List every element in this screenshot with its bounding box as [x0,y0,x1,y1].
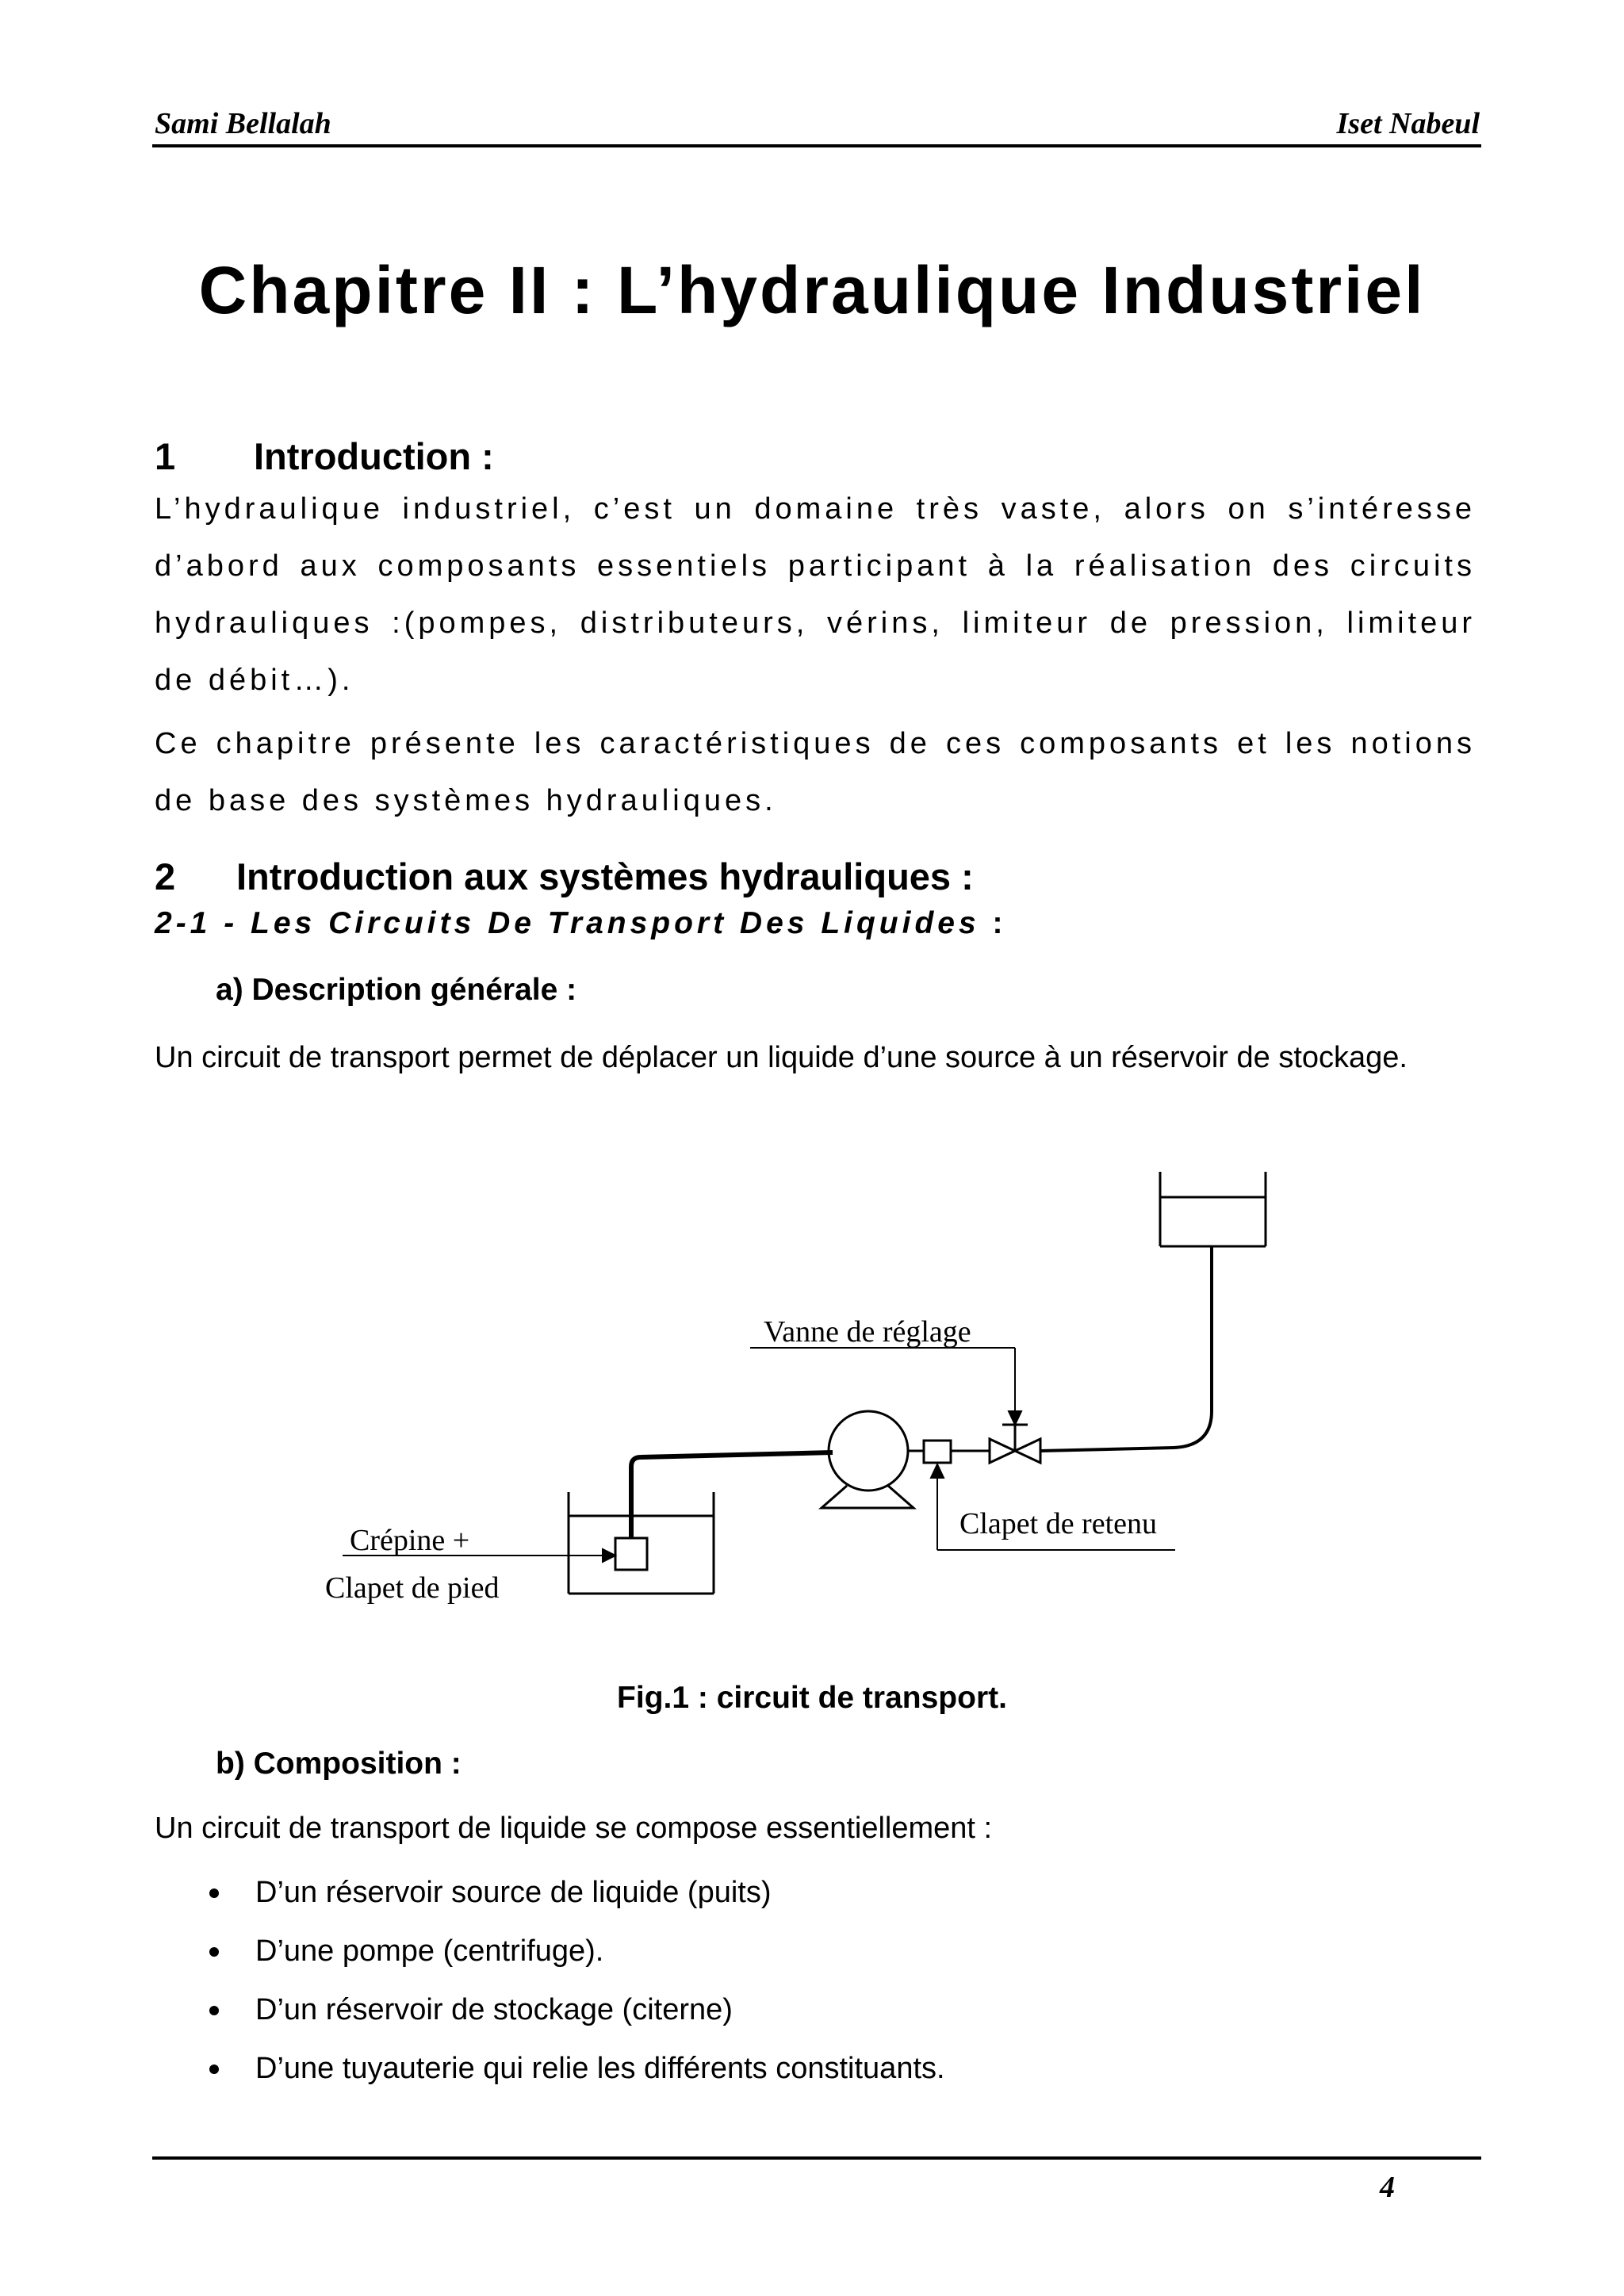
page-number: 4 [1380,2171,1395,2204]
composition-list [205,1873,945,2107]
bullet-icon [209,1947,219,1957]
chapter-title: Chapitre II : L’hydraulique Industriel [198,253,1426,327]
subsection-colon: : [992,906,1007,940]
storage-tank [1160,1172,1266,1246]
source-tank [569,1492,714,1594]
foot-valve [615,1538,647,1570]
subsection-title: 2-1 - Les Circuits De Transport Des Liquides [155,906,980,940]
pump [822,1411,914,1508]
list-item: D’une tuyauterie qui relie les différents constituants. [205,2049,945,2107]
section-2-number: 2 [155,855,176,897]
figure-caption: Fig.1 : circuit de transport. [617,1681,1007,1715]
check-valve-label: Clapet de retenu [959,1507,1158,1540]
list-item: D’un réservoir source de liquide (puits) [205,1873,945,1931]
valve-label: Vanne de réglage [764,1315,971,1349]
strainer-label-1: Crépine + [350,1524,470,1557]
section-1-number: 1 [155,435,176,477]
bullet-icon [209,1888,219,1898]
list-item: D’une pompe (centrifuge). [205,1931,945,1990]
part-a-text: Un circuit de transport permet de déplacer un liquide d’une source à un réservoir de stockage. [155,1041,1408,1074]
check-valve [924,1441,951,1463]
part-b-heading: b) Composition : [216,1747,462,1781]
part-a-heading: a) Description générale : [216,973,577,1007]
header-institution: Iset Nabeul [1336,107,1480,140]
bullet-icon [209,2006,219,2015]
part-b-intro: Un circuit de transport de liquide se compose essentiellement : [155,1812,993,1845]
intro-paragraph-2: Ce chapitre présente les caractéristiques de ces composants et les notions de base des systèmes hydrauliques. [155,727,1476,817]
footer-rule [152,2156,1481,2160]
section-1-title: Introduction : [254,435,494,477]
valve-leader [750,1348,1021,1425]
suction-pipe [631,1452,833,1538]
section-2-title: Introduction aux systèmes hydrauliques : [236,855,974,897]
header-author: Sami Bellalah [155,107,331,140]
regulating-valve [990,1425,1040,1463]
intro-paragraph-1: L’hydraulique industriel, c’est un domaine très vaste, alors on s’intéresse d’abord aux composants essentiels participant à la réalisation des circuits hydrauliques :(pompes, distributeurs, vérins, limiteur de pression, limiteur de débit…). [155,492,1476,697]
bullet-icon [209,2064,219,2074]
discharge-pipe-3 [1040,1246,1212,1451]
strainer-label-2: Clapet de pied [325,1571,500,1605]
list-item: D’un réservoir de stockage (citerne) [205,1990,945,2049]
